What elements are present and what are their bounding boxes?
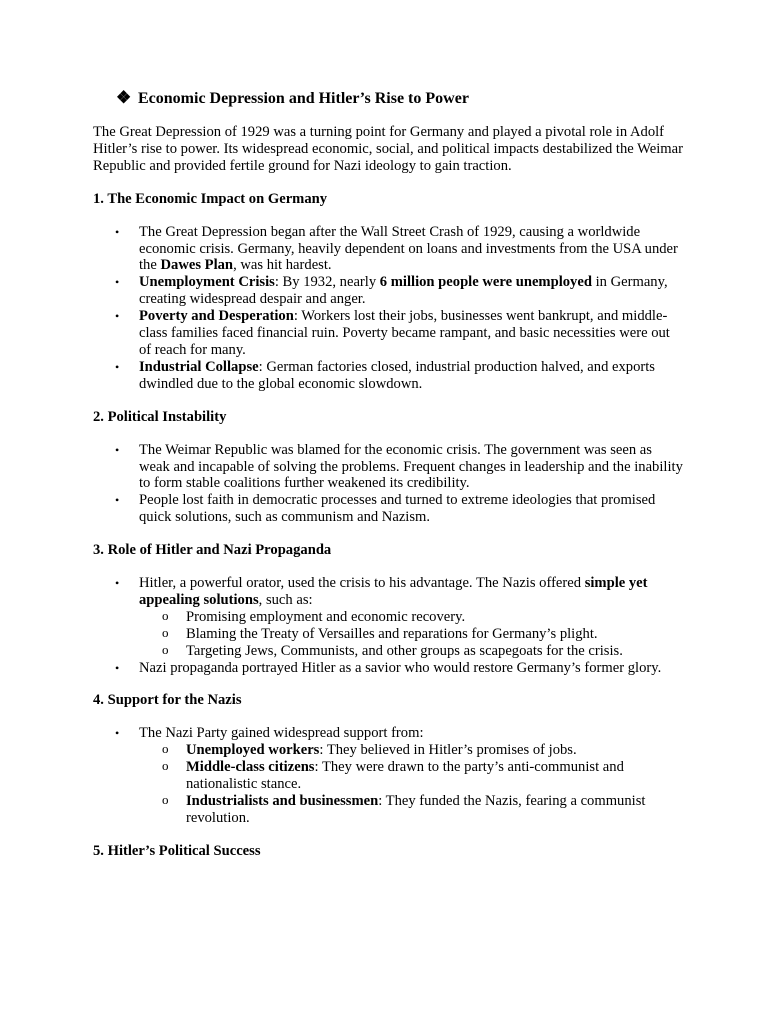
item-text: People lost faith in democratic processes and turned to extreme ideologies that promised quick solutions, such as communism and Nazism.: [139, 492, 656, 526]
item-text: The Nazi Party gained widespread support from:: [139, 725, 424, 742]
list-item: [115, 274, 685, 308]
section-heading: 4. Support for the Nazis: [93, 692, 242, 709]
bold-term: Dawes Plan: [160, 257, 234, 274]
bold-term: Unemployed workers: [186, 742, 320, 759]
bullet-icon: •: [115, 275, 120, 290]
page-title-text: Economic Depression and Hitler’s Rise to Power: [138, 90, 469, 107]
circle-bullet-icon: o: [162, 641, 169, 657]
list-item: [115, 358, 685, 393]
list-item: [115, 223, 685, 275]
sub-list-item: [162, 741, 685, 759]
item-text: : German factories closed, industrial production halved, and exports dwindled due to the global economic slowdown.: [139, 358, 655, 392]
section-heading: 3. Role of Hitler and Nazi Propaganda: [93, 542, 332, 559]
bullet-list: [93, 442, 685, 527]
section-heading: 1. The Economic Impact on Germany: [93, 190, 328, 207]
circle-bullet-icon: o: [162, 792, 169, 807]
bold-term: Poverty and Desperation: [139, 308, 294, 325]
bold-term: Industrial Collapse: [139, 358, 259, 375]
item-text: The Weimar Republic was blamed for the economic crisis. The government was seen as weak and incapable of solving the problems. Frequent changes in leadership and the inability to form stable coalitions further weakened its credibility.: [139, 441, 683, 492]
circle-bullet-icon: o: [162, 624, 169, 640]
bullet-list: [93, 224, 685, 393]
bullet-icon: •: [115, 576, 120, 591]
sub-list-item: [162, 792, 685, 827]
sub-list-item: [162, 607, 685, 626]
sub-bullet-list: [139, 742, 685, 827]
sub-list-item: [162, 624, 685, 643]
circle-bullet-icon: o: [162, 607, 169, 623]
item-text: , such as:: [258, 591, 313, 608]
list-item: [115, 659, 685, 677]
item-text: : They were drawn to the party’s anti-communist and nationalistic stance.: [186, 759, 624, 793]
page-title: [116, 88, 469, 109]
bold-term: simple yet appealing solutions: [139, 575, 648, 608]
bullet-list: [93, 725, 685, 826]
bullet-icon: •: [115, 660, 120, 675]
bullet-icon: •: [115, 359, 120, 374]
item-text: Nazi propaganda portrayed Hitler as a savior who would restore Germany’s former glory.: [139, 659, 662, 676]
item-text: , was hit hardest.: [233, 257, 332, 274]
item-text: : They believed in Hitler’s promises of jobs.: [319, 742, 577, 759]
list-item: [115, 441, 685, 493]
bullet-icon: •: [115, 726, 120, 741]
item-text: Blaming the Treaty of Versailles and reparations for Germany’s plight.: [186, 625, 598, 642]
item-text: The Great Depression began after the Wall Street Crash of 1929, causing a worldwide economic crisis. Germany, heavily dependent on loans and investments from the USA under the: [139, 223, 678, 274]
diamond-bullet-icon: ❖: [116, 88, 132, 107]
item-text: Hitler, a powerful orator, used the crisis to his advantage. The Nazis offered: [139, 575, 585, 592]
section-heading: 5. Hitler’s Political Success: [93, 842, 261, 859]
item-text: Promising employment and economic recovery.: [186, 608, 466, 625]
sub-list-item: [162, 641, 685, 660]
bullet-icon: •: [115, 309, 120, 324]
sub-bullet-list: [139, 609, 685, 660]
section-heading: 2. Political Instability: [93, 408, 227, 425]
bullet-list: [93, 575, 685, 676]
item-text: : By 1932, nearly: [274, 274, 380, 291]
list-item: [115, 308, 685, 359]
document-body: [93, 124, 685, 876]
circle-bullet-icon: o: [162, 758, 169, 774]
circle-bullet-icon: o: [162, 741, 169, 757]
bold-term: Industrialists and businessmen: [186, 793, 379, 809]
item-text: : Workers lost their jobs, businesses went bankrupt, and middle-class families faced financial ruin. Poverty became rampant, and basic necessities were out of reach for many.: [139, 308, 670, 358]
sub-list-item: [162, 758, 685, 793]
list-item: [115, 725, 685, 826]
intro-paragraph: The Great Depression of 1929 was a turning point for Germany and played a pivotal role in Adolf Hitler’s rise to power. Its widespread economic, social, and political impacts destabilized the Weimar Republic and provided fertile ground for Nazi ideology to gain traction.: [93, 124, 683, 174]
bullet-icon: •: [115, 493, 120, 508]
bullet-icon: •: [115, 442, 120, 457]
bold-term: 6 million people were unemployed: [379, 274, 592, 291]
list-item: [115, 575, 685, 660]
list-item: [115, 492, 685, 526]
item-text: : They funded the Nazis, fearing a communist revolution.: [186, 793, 646, 826]
bold-term: Unemployment Crisis: [139, 274, 275, 291]
item-text: Targeting Jews, Communists, and other groups as scapegoats for the crisis.: [186, 642, 623, 659]
item-text: in Germany, creating widespread despair and anger.: [139, 274, 668, 308]
bullet-icon: •: [115, 224, 120, 239]
bold-term: Middle-class citizens: [186, 759, 315, 776]
